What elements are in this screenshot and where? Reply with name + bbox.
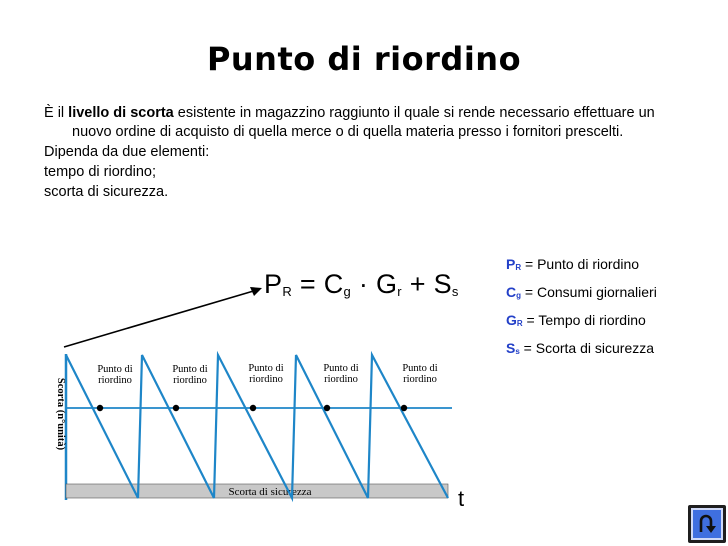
element-item-1: tempo di riordino; xyxy=(44,164,157,180)
legend-row-cg: $C_g$ = Consumi giornalieri xyxy=(506,284,657,300)
safety-stock-label: Scorta di sicurezza xyxy=(228,486,312,498)
intro-bold: livello di scorta xyxy=(68,105,174,121)
intro-rest: esistente in magazzino raggiunto il quale si rende necessario effettuare un nuovo ordine di acquisto di quella merce o di quella materia presso i fornitori prescelti. xyxy=(72,105,655,140)
u-turn-arrow-icon xyxy=(695,512,719,536)
reorder-label: riordino xyxy=(249,374,283,385)
x-axis-label: t xyxy=(458,486,465,511)
reorder-label: riordino xyxy=(324,374,358,385)
reorder-point xyxy=(97,405,103,411)
intro-prefix: È il xyxy=(44,105,69,121)
reorder-label: Punto di xyxy=(97,364,133,375)
legend-row-ss: $S_s$ = Scorta di sicurezza xyxy=(506,340,655,356)
element-item-2: scorta di sicurezza. xyxy=(44,184,169,200)
reorder-label: Punto di xyxy=(402,363,438,374)
reorder-label: riordino xyxy=(403,374,437,385)
reorder-label: Punto di xyxy=(172,364,208,375)
reorder-formula: $P_R = C_g \cdot G_r + S_s$ xyxy=(264,269,459,299)
reorder-label: Punto di xyxy=(323,363,359,374)
pointer-arrow-line xyxy=(64,290,257,347)
page-title: Punto di riordino xyxy=(206,40,522,78)
reorder-point xyxy=(324,405,330,411)
reorder-label: riordino xyxy=(173,375,207,386)
reorder-point xyxy=(401,405,407,411)
y-axis-label: Scorta (n°unità) xyxy=(55,377,66,451)
elements-line: Dipenda da due elementi: xyxy=(44,144,210,160)
reorder-label: riordino xyxy=(98,375,132,386)
legend-row-pr: $P_R$ = Punto di riordino xyxy=(506,256,640,272)
reorder-point xyxy=(173,405,179,411)
reorder-point xyxy=(250,405,256,411)
legend-row-gr: $G_R$ = Tempo di riordino xyxy=(506,312,646,328)
nav-return-button[interactable] xyxy=(688,505,726,543)
reorder-label: Punto di xyxy=(248,363,284,374)
